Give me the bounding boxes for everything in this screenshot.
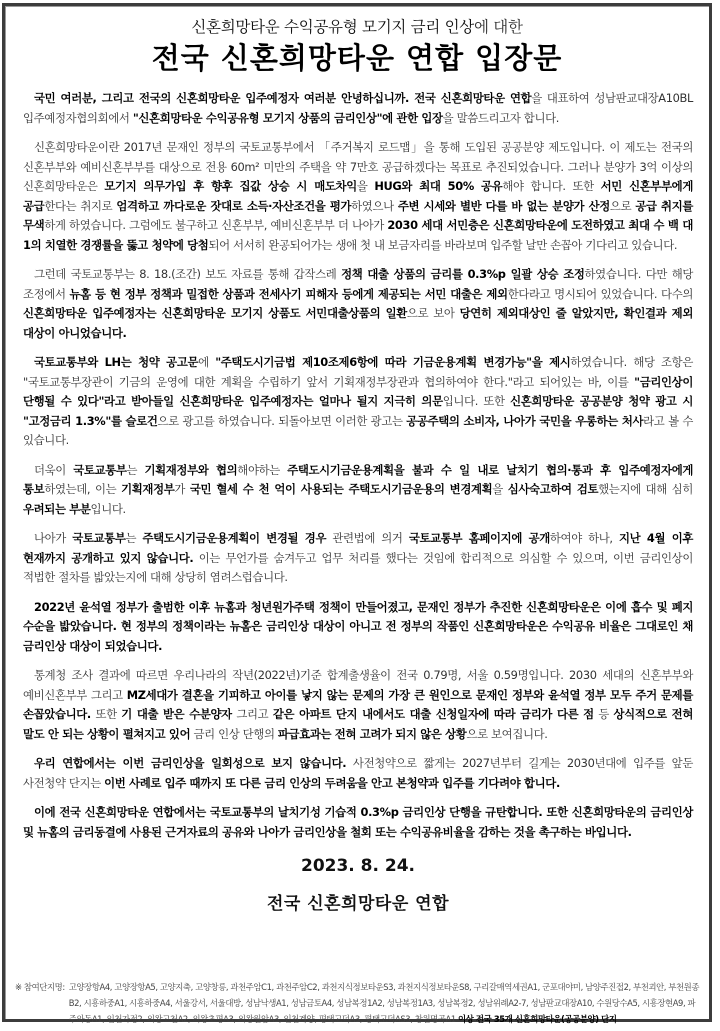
paragraph: [23, 803, 693, 842]
body-text: 입니다.: [90, 501, 126, 516]
emphasized-text: 서민 신혼부부에게 공급: [23, 179, 693, 213]
body-text: 하였습니다. 다만 해당 조정에서: [23, 267, 693, 301]
document-title: 전국 신혼희망타운 연합 입장문: [151, 41, 563, 75]
paragraph: [23, 265, 693, 343]
body-text: 또한: [90, 707, 122, 721]
paragraph: [23, 666, 693, 744]
complex-summary: 이상 전국 35개 신혼희망타운(공공분양) 단지: [458, 1014, 617, 1024]
complex-names: 고양장항A4, 고양장항A5, 고양지축, 고양창릉, 과천주암C1, 과천주암C2, 과천지식정보타운S3, 과천지식정보타운S8, 구리갈매역세권A1, 군포대야미, 남양주진접2, 부천괴안, 부천원종B2, 시흥하중A1, 시흥하중A4, 서울강서, 서울대방, 성남낙생A1, 성남금토A4, 성남복정1A2, 성남복정1A3, 성남복정2, 성남위례A2-7, 성남판교대장A10, 수원당수A5, 시흥장현A9, 파주와동A1, 인천가정2, 의왕고천A2, 의왕초평A3, 의왕월암A3, 인천계양, 평택고덕A3, 평택고덕AS3, 창원명곡A1: [68, 982, 700, 1024]
body-text: 이는 무언가를 숨겨두고 업무 처리를 했다는 것임에 합리적으로 의심할 수 있으며, 이번 금리인상이 적법한 절차를 밟았는지에 대해 상당히 염려스럽습니다.: [23, 550, 693, 584]
emphasized-text: 이번 사례로 입주 때까지 또 다른 금리 인상의 두려움을 안고 본청약과 입주를 기다려야 합니다.: [104, 775, 560, 790]
body-text: 하였습니다. 해당 조항은 "국토교통부장관이 기금의 운영에 대한 계획을 수립하기 앞서 기획재정부장관과 협의하여야 한다."라고 되어있는 바, 이를: [23, 355, 693, 389]
body-text: 등: [593, 707, 614, 721]
body-text: 을: [356, 179, 375, 193]
document-subtitle: [5, 16, 709, 38]
body-text: 그리고: [231, 707, 273, 721]
emphasized-text: 기획재정부: [121, 482, 175, 496]
participating-complexes-note: [15, 979, 701, 1027]
body-text: 가: [174, 482, 190, 496]
paragraph: [23, 89, 693, 128]
body-text: 을: [492, 482, 508, 496]
emphasized-text: 뉴홈 등 현 정부 정책과 밀접한 상품과 전세사기 피해자 등에게 제공되는 서민 대출은 제외: [69, 286, 508, 301]
body-text: 는: [125, 531, 143, 545]
emphasized-text: 공공주택의 소비자, 나아가 국민을 우롱하는 처사: [406, 413, 644, 428]
emphasized-text: 당연히 제외대상인 줄 알았지만, 확인결과 제외 대상이 아니었습니다.: [23, 306, 693, 340]
body-text: 나아가: [34, 531, 73, 545]
body-text: 금리 인상 단행의: [190, 726, 278, 741]
complex-list: [69, 979, 701, 1027]
body-text: 해야 합니다. 또한: [502, 179, 601, 193]
paragraph: [23, 754, 693, 793]
body-text: 해야하는: [237, 462, 288, 477]
emphasized-text: 같은 아파트 단지 내에서도 대출 신청일자에 따라 금리가 다른 점: [272, 707, 594, 721]
emphasized-text: 공급 취지를 무색: [23, 198, 694, 232]
signatory-organization: 전국 신혼희망타운 연합: [266, 894, 450, 914]
emphasized-text: 심사숙고하여 검토: [507, 482, 599, 496]
body-text: 한다라고 명시되어 있었습니다. 다수의: [507, 286, 693, 301]
emphasized-text: "금리인상이 단행될 수 있다"라고 받아들일 신혼희망타운 입주예정자는 얼마나 될지 지극히 의문: [23, 374, 693, 408]
body-text: 는: [126, 462, 145, 477]
body-text: 을 말씀드리고자 합니다.: [442, 110, 560, 125]
emphasized-text: "주택도시기금법 제10조제6항에 따라 기금운용계획 변경가능"을 제시: [215, 355, 571, 369]
paragraph: [23, 138, 693, 255]
body-text: 하였으나: [351, 198, 398, 213]
footer-lead-label: ※ 참여단지명:: [15, 982, 65, 992]
paragraph: [23, 353, 693, 451]
emphasized-text: 국토교통부 홈페이지에 공개: [408, 531, 550, 545]
emphasized-text: 주변 시세와 별반 다를 바 없는 분양가 산정: [397, 198, 610, 213]
body-text: 으로 광고를 하였습니다. 되돌아보면 이러한 광고는: [157, 413, 407, 428]
emphasized-text: 2030 세대 서민층은 신혼희망타운에 도전하였고 최대 수 백 대 1의 치열한 경쟁률을 뚫고 청약에 당첨: [23, 218, 693, 252]
emphasized-text: 우리 연합에서는 이번 금리인상을 일회성으로 보지 않습니다.: [34, 756, 347, 770]
body-text: 에: [198, 355, 216, 369]
emphasized-text: 이에 전국 신혼희망타운 연합에서는 국토교통부의 날치기성 기습적 0.3%p 금리인상 단행을 규탄합니다. 또한 신혼희망타운의 금리인상 및 뉴홈의 금리동결에 사용된 근거자료의 공유와 나아가 금리인상을 철회 또는 수익공유비율을 감하는 것을 촉구하는 바입니다.: [23, 805, 693, 839]
emphasized-text: 상식적으로 전혀 말도 안 되는 상황이 펼쳐지고 있어: [23, 707, 693, 741]
emphasized-text: 파급효과는 전혀 고려가 되지 않은 상황: [277, 726, 467, 741]
body-text: 으로 보아: [406, 306, 460, 320]
emphasized-text: 국민 여러분, 그리고 전국의 신혼희망타운 입주예정자 여러분 안녕하십니까. 전국 신혼희망타운 연합: [34, 91, 532, 105]
emphasized-text: 2022년 윤석열 정부가 출범한 이후 뉴홈과 청년원가주택 정책이 만들어졌고, 문재인 정부가 추진한 신혼희망타운은 이에 흡수 및 폐지 수순을 밟았습니다. 현 정부의 정책이라는 뉴홈은 금리인상 대상이 아니고 전 정부의 작품인 신혼희망타운은 수익공유 비율은 그대로인 채 금리인상 대상이 되었습니다.: [23, 599, 693, 653]
emphasized-text: 주택도시기금운용계획을 불과 수 일 내로 날치기 협의·통과 후 입주예정자에게 통보: [23, 462, 693, 496]
body-text: 더욱이: [34, 462, 74, 477]
emphasized-text: 모기지 의무가입 후 향후 집값 상승 시 매도차익: [104, 179, 357, 193]
emphasized-text: 국민 혈세 수 천 억이 사용되는 주택도시기금운용의 변경계획: [189, 482, 493, 496]
document-body: [5, 77, 709, 916]
emphasized-text: 국토교통부: [73, 462, 127, 477]
statement-document: [2, 3, 712, 1022]
subtitle-suffix: 에 대한: [473, 18, 523, 36]
paragraph: [23, 529, 693, 588]
body-text: 으로: [609, 198, 636, 213]
body-text: 관련법에 의거: [326, 531, 409, 545]
body-text: 사전청약으로 짧게는 2027년부터 길게는 2030년대에 입주를 앞둔 사전청약 단지는: [23, 756, 693, 790]
body-text: 그런데 국토교통부는 8. 18.(조간) 보도 자료를 통해 갑작스레: [34, 267, 342, 281]
body-text: 라고 볼 수 있습니다.: [23, 413, 694, 447]
emphasized-text: 신혼희망타운 공공분양 청약 광고 시 "고정금리 1.3%"를 슬로건: [23, 394, 694, 428]
body-text: 으로 보여집니다.: [466, 726, 548, 741]
paragraph: [23, 461, 693, 520]
emphasized-text: 신혼희망타운 입주예정자는 신혼희망타운 모기지 상품도 서민대출상품의 일환: [23, 306, 407, 320]
body-text: 하게 하였습니다. 그럼에도 불구하고 신혼부부, 예비신혼부부 더 나아가: [44, 218, 388, 232]
body-text: 한다는 취지로: [44, 198, 117, 213]
emphasized-text: 주택도시기금운용계획이 변경될 경우: [142, 531, 327, 545]
body-text: 통계청 조사 결과에 따르면 우리나라의 작년(2022년)기준 합계출생율이 전국 0.79명, 서울 0.59명입니다. 2030 세대의 신혼부부와 예비신혼부부 그리고: [23, 668, 693, 702]
emphasized-text: 엄격하고 까다로운 잣대로 소득·자산조건을 평가: [116, 198, 352, 213]
paragraph: [23, 598, 693, 657]
body-text: 되어 서서히 완공되어가는 생애 첫 내 보금자리를 바라보며 입주할 날만 손꼽아 기다리고 있습니다.: [208, 237, 678, 252]
emphasized-text: "신혼희망타운 수익공유형 모기지 상품의 금리인상"에 관한 입장: [132, 110, 443, 125]
document-header: [5, 6, 709, 77]
subtitle-topic: 신혼희망타운 수익공유형 모기지 금리 인상: [191, 18, 474, 36]
body-text: 을 대표하여 성남판교대장A10BL 입주예정자협의회에서: [23, 91, 693, 125]
emphasized-text: 기획재정부와 협의: [144, 462, 238, 477]
body-text: 신혼희망타운이란 2017년 문재인 정부의 국토교통부에서 「주거복지 로드맵」을 통해 도입된 공공분양 제도입니다. 이 제도는 전국의 신혼부부와 예비신혼부부를 대상으로 전용 60m² 미만의 주택을 약 7만호 공급하겠다는 목표로 추진되었습니다. 그러나 분양가 3억 이상의 신혼희망타운은: [23, 140, 693, 193]
body-text: 하였는데, 이는: [44, 482, 122, 496]
emphasized-text: 국토교통부: [72, 531, 126, 545]
emphasized-text: MZ세대가 결혼을 기피하고 아이를 낳지 않는 문제의 가장 큰 원인으로 문재인 정부와 윤석열 정부 모두 주거 문제를 손꼽았습니다.: [23, 687, 693, 721]
body-text: 하여야 하나,: [549, 531, 619, 545]
body-text: 입니다. 또한: [442, 394, 511, 408]
statement-date: 2023. 8. 24.: [300, 856, 415, 876]
body-text: 했는지에 대해 심히: [598, 482, 693, 496]
emphasized-text: 지난 4월 이후 현재까지 공개하고 있지 않습니다.: [23, 531, 694, 565]
emphasized-text: 국토교통부와 LH는 청약 공고문: [34, 355, 199, 369]
emphasized-text: 기 대출 받은 수분양자: [121, 707, 232, 721]
emphasized-text: 정책 대출 상품의 금리를 0.3%p 일괄 상승 조정: [341, 267, 585, 281]
emphasized-text: HUG와 최대 50% 공유: [374, 179, 503, 193]
emphasized-text: 우려되는 부분: [23, 501, 91, 516]
